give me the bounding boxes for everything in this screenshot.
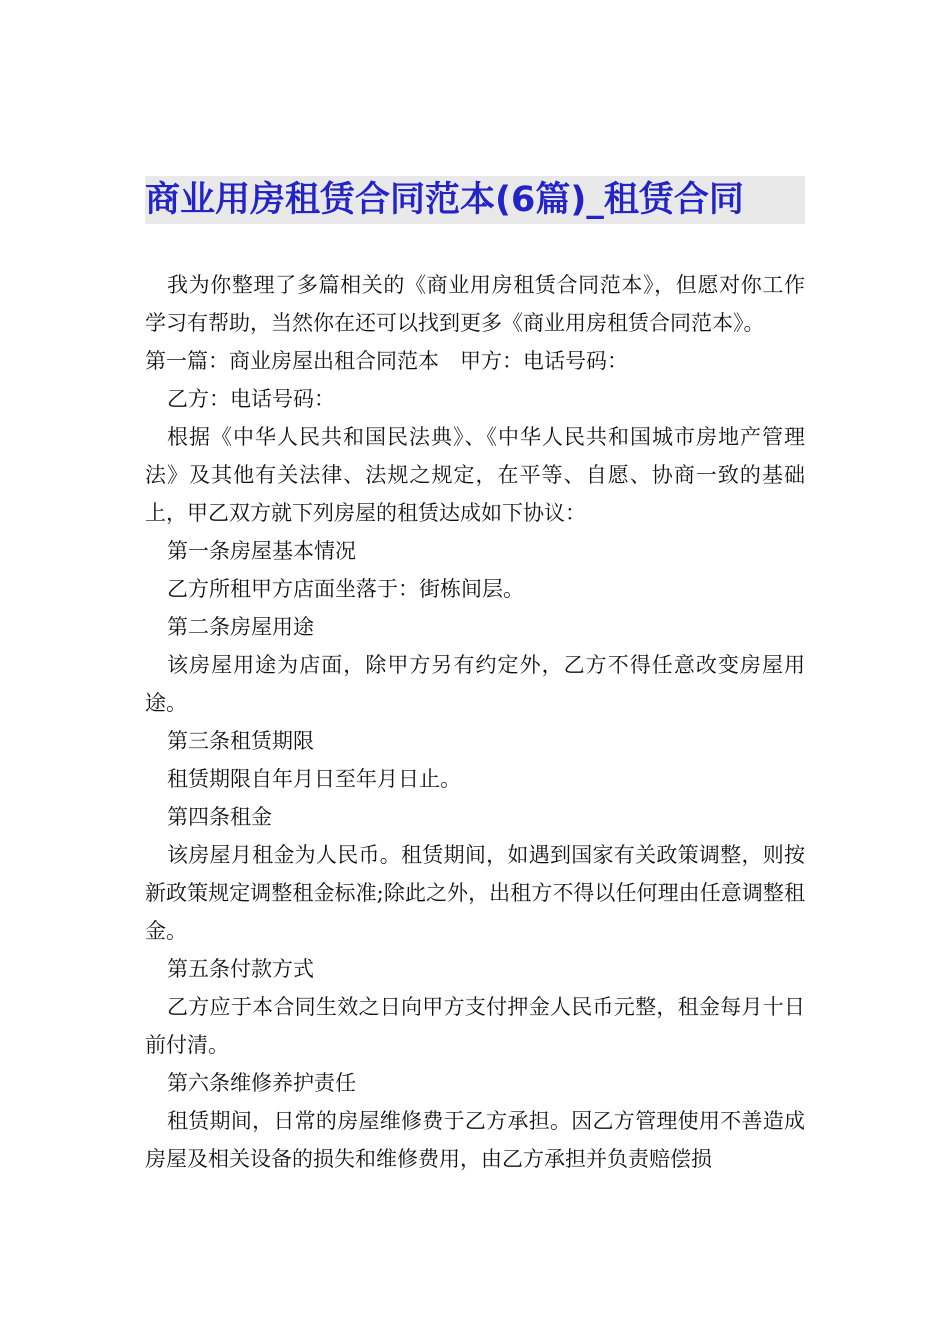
heading-article-1: 第一条房屋基本情况 [167,539,356,563]
heading-article-2: 第二条房屋用途 [167,615,314,639]
heading-article-5: 第五条付款方式 [167,957,314,981]
paragraph-article-2: 该房屋用途为店面，除甲方另有约定外，乙方不得任意改变房屋用途。 [145,653,805,715]
document-title: 商业用房租赁合同范本(6篇)_租赁合同 [145,176,805,224]
paragraph-article-5: 乙方应于本合同生效之日向甲方支付押金人民币元整，租金每月十日前付清。 [145,995,805,1057]
heading-article-6: 第六条维修养护责任 [167,1071,356,1095]
paragraph-legal-basis: 根据《中华人民共和国民法典》、《中华人民共和国城市房地产管理法》及其他有关法律、法规之规定，在平等、自愿、协商一致的基础上，甲乙双方就下列房屋的租赁达成如下协议： [145,425,805,525]
paragraph-article-3: 租赁期限自年月日至年月日止。 [167,767,461,791]
heading-article-4: 第四条租金 [167,805,272,829]
paragraph-party-b: 乙方：电话号码： [167,387,335,411]
paragraph-article-4: 该房屋月租金为人民币。租赁期间，如遇到国家有关政策调整，则按新政策规定调整租金标准;除此之外，出租方不得以任何理由任意调整租金。 [145,843,805,943]
heading-article-3: 第三条租赁期限 [167,729,314,753]
paragraph-article-6: 租赁期间，日常的房屋维修费于乙方承担。因乙方管理使用不善造成房屋及相关设备的损失和维修费用，由乙方承担并负责赔偿损 [145,1109,805,1171]
paragraph-intro: 我为你整理了多篇相关的《商业用房租赁合同范本》，但愿对你工作学习有帮助，当然你在还可以找到更多《商业用房租赁合同范本》。 [145,273,805,335]
paragraph-first-article: 第一篇：商业房屋出租合同范本 甲方：电话号码： [145,349,628,373]
paragraph-article-1: 乙方所租甲方店面坐落于：街栋间层。 [167,577,524,601]
document-body [145,266,805,1178]
